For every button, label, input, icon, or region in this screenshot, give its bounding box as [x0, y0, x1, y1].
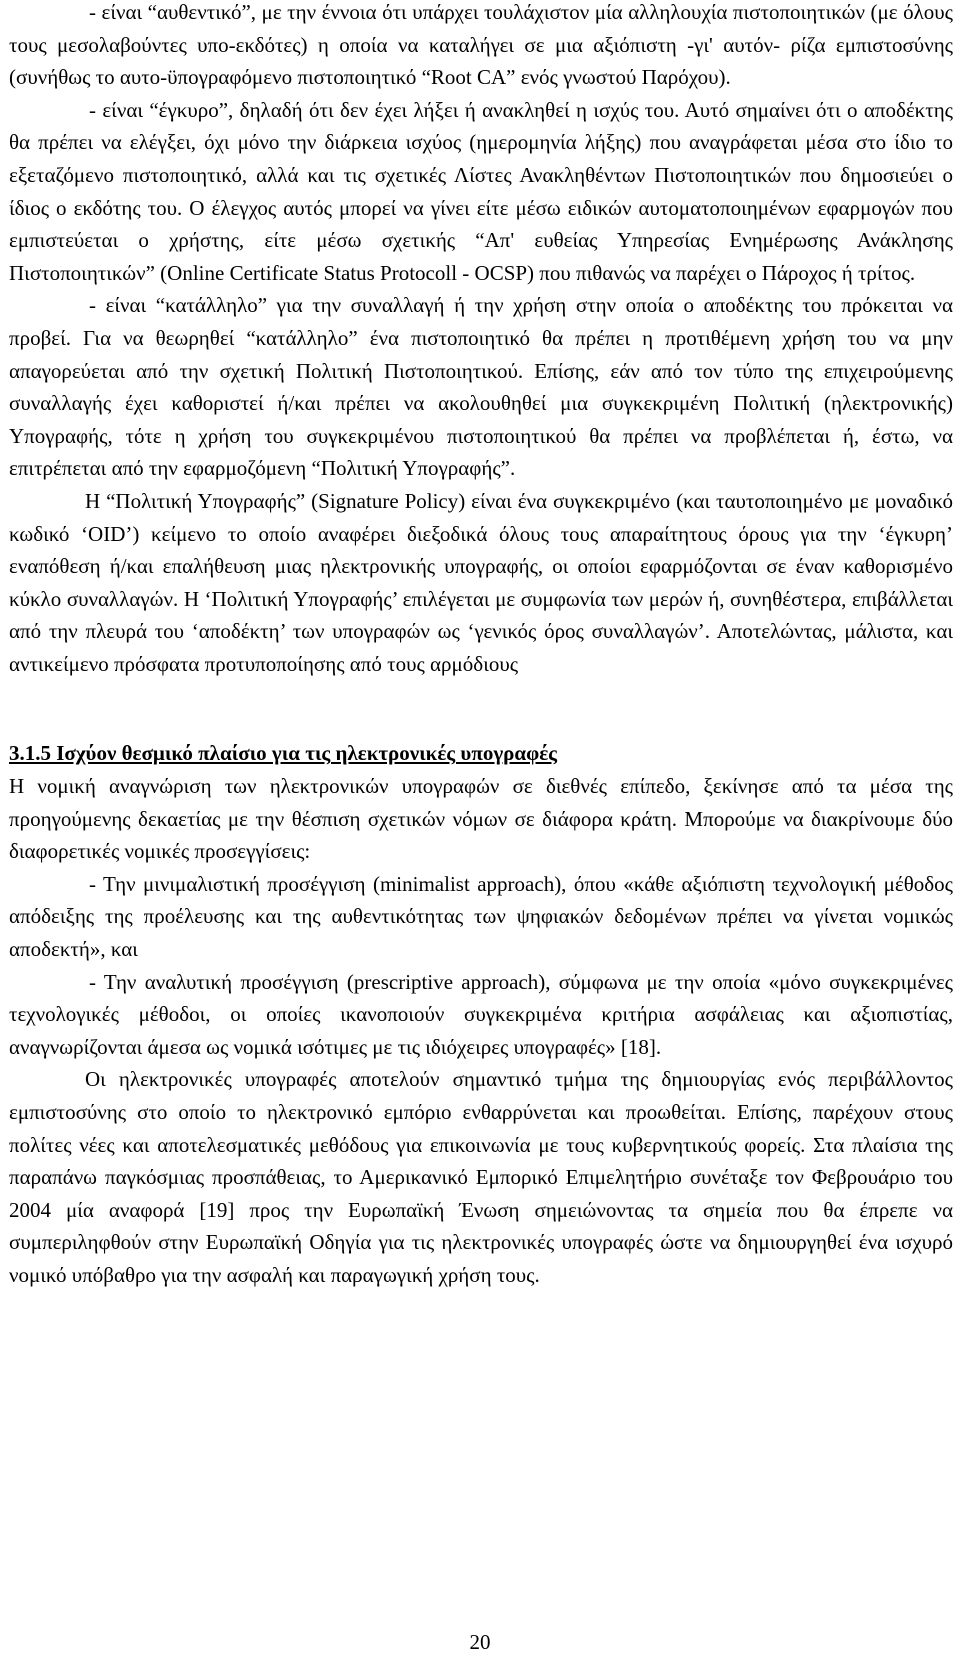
- paragraph-authentic: - είναι “αυθεντικό”, με την έννοια ότι υπάρχει τουλάχιστον μία αλληλουχία πιστοποιητικών (με όλους τους μεσολαβούντες υπο-εκδότες) η οποία να καταλήγει σε μια αξιόπιστη -γι' αυτόν- ρίζα εμπιστοσύνης (συνήθως το αυτο-ϋπογραφόμενο πιστοποιητικό “Root CA” ενός γνωστού Παρόχου).: [9, 0, 953, 90]
- paragraph-appropriate: - είναι “κατάλληλο” για την συναλλαγή ή την χρήση στην οποία ο αποδέκτης του πρόκειται να προβεί. Για να θεωρηθεί “κατάλληλο” ένα πιστοποιητικό θα πρέπει η προτιθέμενη χρήση του να μην απαγορεύεται από την σχετική Πολιτική Πιστοποιητικού. Επίσης, εάν από τον τύπο της επιχειρούμενης συναλλαγής έχει καθοριστεί ή/και πρέπει να ακολουθηθεί μια συγκεκριμένη Πολιτική (ηλεκτρονικής) Υπογραφής, τότε η χρήση του συγκεκριμένου πιστοποιητικού θα πρέπει να προβλέπεται ή, έστω, να επιτρέπεται από την εφαρμοζόμενη “Πολιτική Υπογραφής”.: [9, 293, 953, 481]
- paragraph-section-intro: Η νομική αναγνώριση των ηλεκτρονικών υπογραφών σε διεθνές επίπεδο, ξεκίνησε από τα μέσα της προηγούμενης δεκαετίας με την θέσπιση σχετικών νόμων σε διάφορα κράτη. Μπορούμε να διακρίνουμε δύο διαφορετικές νομικές προσεγγίσεις:: [9, 774, 953, 864]
- paragraph-signature-policy: Η “Πολιτική Υπογραφής” (Signature Policy) είναι ένα συγκεκριμένο (και ταυτοποιημένο με μοναδικό κωδικό ‘OID’) κείμενο το οποίο αναφέρει διεξοδικά όλους τους απαραίτητους όρους για την ‘έγκυρη’ εναπόθεση ή/και επαλήθευση μιας ηλεκτρονικής υπογραφής, οι οποίοι εφαρμόζονται σε έναν καθορισμένο κύκλο συναλλαγών. Η ‘Πολιτική Υπογραφής’ επιλέγεται με συμφωνία των μερών ή, συνηθέστερα, επιβάλλεται από την πλευρά του ‘αποδέκτη’ των υπογραφών ως ‘γενικός όρος συναλλαγών’. Αποτελώντας, μάλιστα, και αντικείμενο πρόσφατα προτυποποίησης από τους αρμόδιους: [9, 488, 953, 676]
- document-page: [9, 0, 953, 1292]
- paragraph-prescriptive-approach: - Την αναλυτική προσέγγιση (prescriptive approach), σύμφωνα με την οποία «μόνο συγκεκριμένες τεχνολογικές μέθοδοι, οι οποίες ικανοποιούν συγκεκριμένα κριτήρια ασφάλειας και αξιοπιστίας, αναγνωρίζονται άμεσα ως νομικά ισότιμες με τις ιδιόχειρες υπογραφές» [18].: [9, 969, 953, 1059]
- section-heading: 3.1.5 Ισχύον θεσμικό πλαίσιο για τις ηλεκτρονικές υπογραφές: [9, 741, 558, 766]
- paragraph-minimalist-approach: - Την μινιμαλιστική προσέγγιση (minimalist approach), όπου «κάθε αξιόπιστη τεχνολογική μέθοδος απόδειξης της προέλευσης και της αυθεντικότητας των ψηφιακών δεδομένων πρέπει να γίνεται νομικώς αποδεκτή», και: [9, 871, 953, 962]
- paragraph-valid: - είναι “έγκυρο”, δηλαδή ότι δεν έχει λήξει ή ανακληθεί η ισχύς του. Αυτό σημαίνει ότι ο αποδέκτης θα πρέπει να ελέγξει, όχι μόνο την διάρκεια ισχύος (ημερομηνία λήξης) που αναγράφεται μέσα στο ίδιο το εξεταζόμενο πιστοποιητικό, αλλά και τις σχετικές Λίστες Ανακληθέντων Πιστοποιητικών που δημοσιεύει ο ίδιος ο εκδότης του. Ο έλεγχος αυτός μπορεί να γίνει είτε μέσω ειδικών αυτοματοποιημένων εφαρμογών που εμπιστεύεται ο χρήστης, είτε μέσω σχετικής “Απ' ευθείας Υπηρεσίας Ενημέρωσης Ανάκλησης Πιστοποιητικών” (Online Certificate Status Protocoll - OCSP) που πιθανώς να παρέχει ο Πάροχος ή τρίτος.: [9, 97, 953, 285]
- page-number: 20: [469, 1630, 491, 1654]
- paragraph-closing: Οι ηλεκτρονικές υπογραφές αποτελούν σημαντικό τμήμα της δημιουργίας ενός περιβάλλοντος εμπιστοσύνης στο οποίο το ηλεκτρονικό εμπόριο ενθαρρύνεται και προωθείται. Επίσης, παρέχουν στους πολίτες νέες και αποτελεσματικές μεθόδους για επικοινωνία με τους κυβερνητικούς φορείς. Στα πλαίσια της παραπάνω παγκόσμιας προσπάθειας, το Αμερικανικό Εμπορικό Επιμελητήριο συνέταξε τον Φεβρουάριο του 2004 μία αναφορά [19] προς την Ευρωπαϊκή Ένωση σημειώνοντας τα σημεία που θα έπρεπε να συμπεριληφθούν στην Ευρωπαϊκή Οδηγία για τις ηλεκτρονικές υπογραφές ώστε να δημιουργηθεί ένα ισχυρό νομικό υπόβαθρο για την ασφαλή και παραγωγική χρήση τους.: [9, 1067, 953, 1287]
